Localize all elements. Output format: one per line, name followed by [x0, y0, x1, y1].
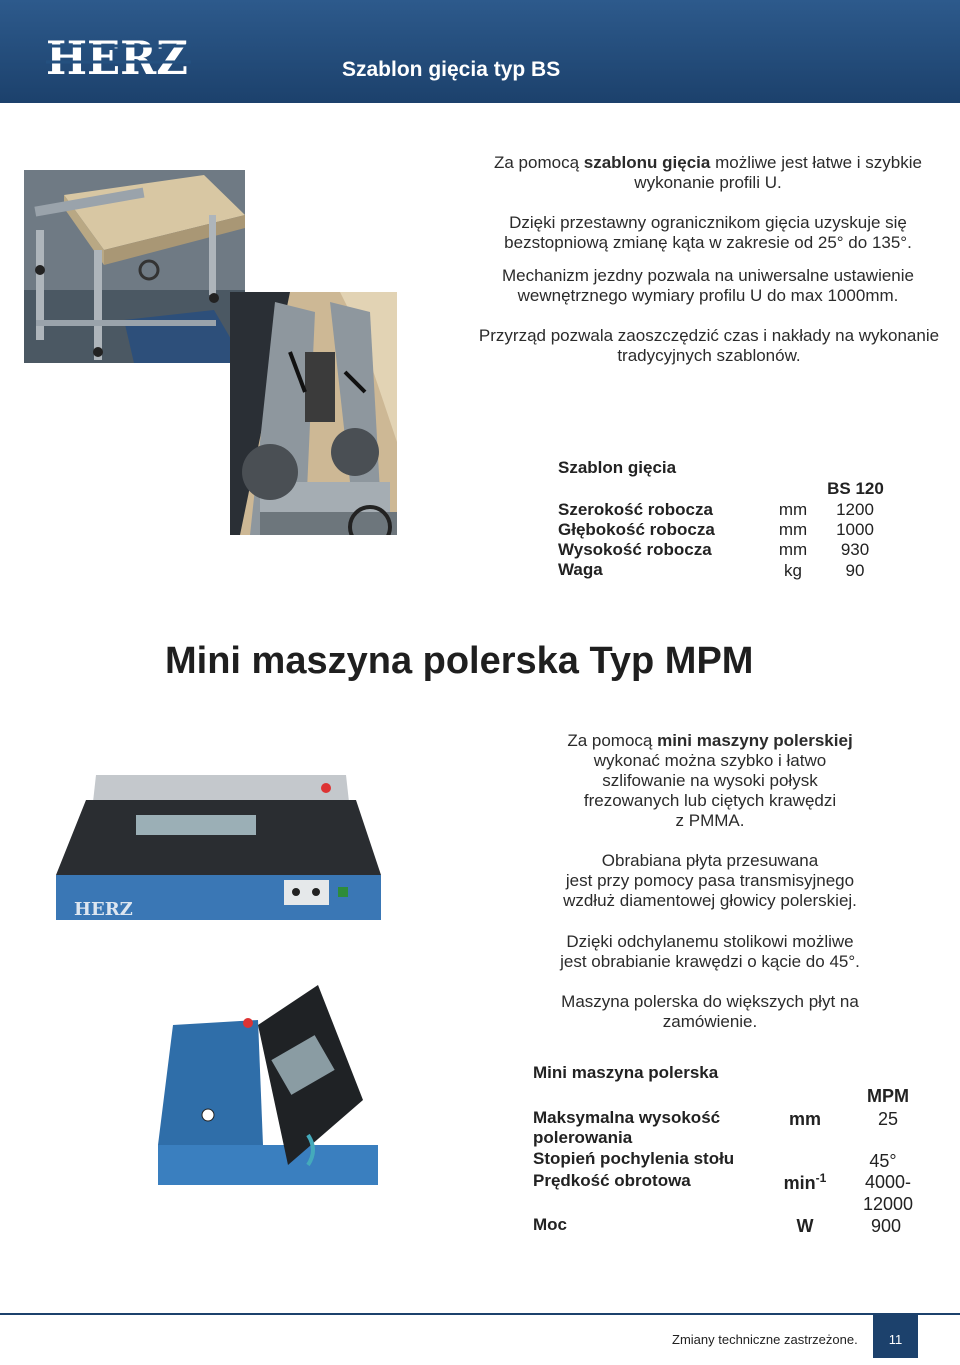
section-title-polishing: Mini maszyna polerska Typ MPM: [165, 640, 754, 682]
spec-row-label: Waga: [558, 560, 603, 579]
spec-row-value: 90: [845, 561, 865, 580]
spec-row-value: 900: [870, 1216, 902, 1236]
footer-note: Zmiany techniczne zastrzeżone.: [672, 1332, 858, 1347]
bending-template-photo: [24, 170, 245, 363]
svg-text:HERZ: HERZ: [74, 899, 133, 920]
spec-table-bending: [558, 458, 898, 588]
spec-row-label: Szerokość robocza: [558, 500, 713, 519]
angle-paragraph: Dzięki przestawny ogranicznikom gięcia uzyskuje się bezstopniową zmianę kąta w zakresie od 25° do 135°.: [504, 213, 912, 252]
spec-row-unit: $\min^{-1}$: [783, 1171, 827, 1193]
spec-row-unit: mm: [778, 520, 808, 539]
mechanism-paragraph: Mechanizm jezdny pozwala na uniwersalne ustawienie wewnętrznego wymiary profilu U do max 1000mm.: [501, 266, 914, 305]
polishing-machine-photo: [56, 770, 386, 920]
savings-paragraph: Przyrząd pozwala zaoszczędzić czas i nakłady na wykonanie tradycyjnych szablonów.: [478, 326, 940, 365]
spec-row-value: 45°: [869, 1151, 897, 1171]
spec-table-polishing: [533, 1063, 923, 1243]
belt-paragraph: Obrabiana płyta przesuwana jest przy pomocy pasa transmisyjnego wzdłuż diamentowej głowicy polerskiej.: [563, 851, 857, 910]
spec-table-title: Szablon gięcia: [558, 458, 677, 477]
spec-row-value: 1200: [836, 500, 874, 519]
spec-row-unit: kg: [784, 561, 802, 580]
custom-order-paragraph: Maszyna polerska do większych płyt na zamówienie.: [561, 992, 859, 1031]
polishing-intro-paragraph: Za pomocą mini maszyny polerskiej wykonać można szybko i łatwo szlifowanie na wysoki połysk frezowanych lub ciętych krawędzi z PMMA.: [567, 731, 853, 830]
spec-row-label: Moc: [533, 1215, 567, 1234]
spec-row-unit: mm: [778, 500, 808, 519]
spec-row-value: 1000: [836, 520, 874, 539]
polishing-machine-tilted-photo: [158, 985, 383, 1185]
page-title: Szablon gięcia typ BS: [342, 58, 561, 81]
spec-row-label: Maksymalna wysokość polerowania: [533, 1108, 721, 1147]
bending-template-detail-photo: [230, 292, 397, 535]
footer-divider: [0, 1313, 960, 1315]
spec-row-label: Prędkość obrotowa: [533, 1171, 691, 1190]
spec-row-unit: W: [796, 1216, 814, 1236]
spec-row-value: 4000- 12000: [862, 1172, 914, 1214]
tilt-paragraph: Dzięki odchylanemu stolikowi możliwe jest obrabianie krawędzi o kącie do 45°.: [560, 932, 860, 971]
spec-row-unit: mm: [788, 1109, 821, 1129]
spec-model-header: BS 120: [827, 479, 884, 498]
spec-table-title: Mini maszyna polerska: [533, 1063, 719, 1082]
page-header: [0, 0, 960, 103]
spec-row-label: Głębokość robocza: [558, 520, 715, 539]
intro-paragraph: Za pomocą szablonu gięcia możliwe jest łatwe i szybkie wykonanie profili U.: [494, 153, 922, 192]
spec-row-value: 930: [840, 540, 870, 559]
spec-row-unit: mm: [778, 540, 808, 559]
spec-row-value: 25: [877, 1109, 899, 1129]
page-number: 11: [873, 1315, 918, 1358]
spec-row-label: Wysokość robocza: [558, 540, 712, 559]
spec-model-header: MPM: [867, 1086, 909, 1106]
spec-row-label: Stopień pochylenia stołu: [533, 1149, 735, 1168]
svg-text:HERZ: HERZ: [46, 32, 188, 80]
herz-logo: [46, 32, 191, 80]
